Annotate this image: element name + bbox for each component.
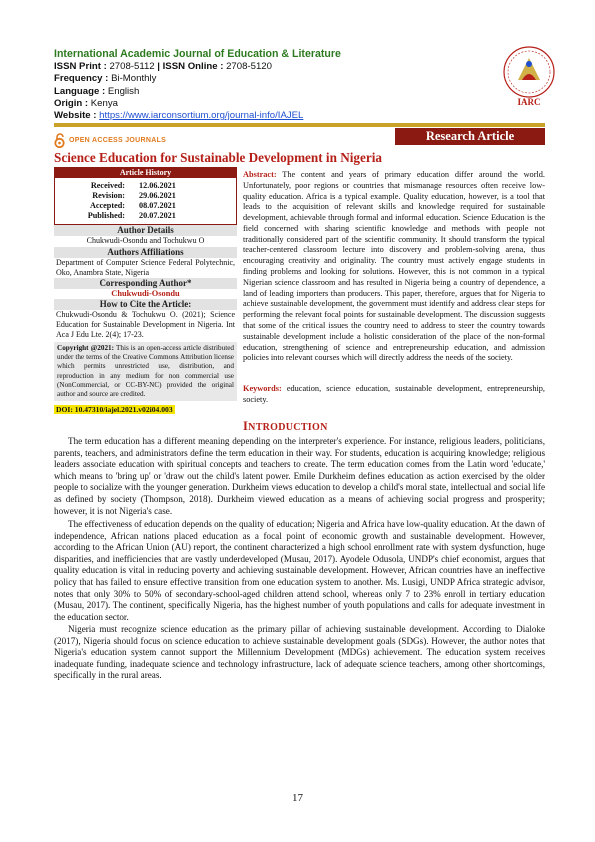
section-heading-initial: I: [243, 419, 249, 433]
section-heading-introduction: [243, 419, 328, 434]
abstract-label: Abstract:: [243, 170, 277, 179]
body-paragraph: Nigeria must recognize science education as the primary pillar of achieving sustainable development. According to Dialoke (2017), Nigeria should focus on science education to achieve sustainable development goals (SDGs). However, the author notes that Nigeria's education system cannot support the Millennium Development (MDGs) achievement. The education system receives inadequate funding, inadequate science and technology infrastructure, lack of adequate science teachers, among other shortcomings, specifically in the rural areas.: [54, 624, 545, 681]
frequency-value: Bi-Monthly: [111, 73, 157, 85]
open-access-text: OPEN ACCESS JOURNALS: [69, 136, 167, 144]
keywords-label: Keywords:: [243, 384, 282, 393]
date-label: Received:: [90, 181, 125, 190]
copyright-text: This is an open-access article distributed under the terms of the Creative Commons Attribution license which permits unrestricted use, distribution, and reproduction in any medium for non commercial use (NonCommercial, or CC-BY-NC) provided the original author and source are credited.: [57, 344, 234, 399]
date-value: 20.07.2021: [139, 211, 176, 220]
language-value: English: [107, 85, 140, 97]
origin-row: [54, 98, 474, 110]
page-number: 17: [292, 792, 303, 804]
article-type-badge: Research Article: [395, 128, 545, 145]
date-label: Revision:: [92, 191, 125, 200]
issn-online-label: | ISSN Online :: [157, 61, 224, 73]
origin-label: Origin :: [54, 97, 89, 109]
issn-print: 2708-5112: [109, 61, 155, 73]
article-info-sidebar: [54, 167, 237, 414]
language-row: [54, 86, 474, 98]
date-value: 29.06.2021: [139, 191, 176, 200]
affiliations-heading: Authors Affiliations: [54, 247, 237, 258]
date-row-published: [55, 211, 236, 221]
copyright-label: Copyright @2021:: [57, 344, 115, 352]
journal-name: International Academic Journal of Education & Literature: [54, 48, 341, 60]
issn-online: 2708-5120: [226, 61, 272, 73]
issn-print-label: ISSN Print :: [54, 61, 107, 73]
keywords: [243, 384, 545, 405]
date-value: 08.07.2021: [139, 201, 176, 210]
corresponding-author-name: Chukwudi-Osondu: [111, 289, 180, 298]
citation-heading: How to Cite the Article:: [54, 299, 237, 310]
website-label: Website :: [54, 110, 97, 122]
origin-value: Kenya: [90, 97, 118, 109]
open-access-icon: [54, 133, 65, 148]
body-paragraph: The term education has a different meaning depending on the interpreter's experience. For instance, religious leaders, politicians, parents, teachers, and administrators define the term education in their way. For students, education is acquiring knowledge; religious leaders associate education with spiritual concepts and teachers to create. The term education comes from the Latin word 'educate,' which means to 'bring up' or 'draw out the child's latent power. Emile Durkheim defines education as action exercised by the older people to socialize with the younger generation. Durkheim views education to develop a child's moral state, intellectual and social life as defined by society (Thompson, 2018). Durkheim viewed education as a means of achieving social progress and prosperity; however, it is not Nigeria's case.: [54, 436, 545, 516]
author-names: Chukwudi-Osondu and Tochukwu O: [86, 236, 205, 245]
date-row-received: [55, 181, 236, 191]
language-label: Language :: [54, 85, 106, 97]
abstract: [243, 170, 545, 364]
website-link[interactable]: https://www.iarconsortium.org/journal-info/IAJEL: [99, 110, 304, 122]
article-history-heading: Article History: [54, 167, 237, 178]
frequency-label: Frequency :: [54, 73, 109, 85]
author-details-heading: Author Details: [54, 225, 237, 236]
header-rule: [54, 123, 545, 127]
iarc-logo-text: IARC: [517, 97, 541, 107]
date-row-accepted: [55, 201, 236, 211]
date-label: Published:: [87, 211, 125, 220]
iarc-logo-icon: [498, 44, 560, 108]
date-label: Accepted:: [89, 201, 125, 210]
abstract-text: The content and years of primary education differ around the world. Unfortunately, poor regions or countries that mismanage resources often receive low-quality education. Africa is a typical example. Quality education, however, is a tool that leads to the acquisition of relevant skills and knowledge required for sustainable development, achievable through formal and informal education. Science Education is the field concerned with sharing scientific knowledge and methods with people not traditionally considered part of the scientific community. It should transform the typical teacher-centered classroom lecture into discovery and problem-solving arena, thus encouraging creativity and originality. The country must actively engage students in finding problems and looking for solutions. However, this is not common in a typical Nigerian science classroom and has resulted in Nigeria being a country of dependence, a land of leading importers than producers. This paper, therefore, argues that for Nigeria to achieve sustainable development, the government must identify and address clear steps for performing the relevant focal points for sustainable development. The discussion suggests that some of the critical issues the country need to address to steer the country towards sustainable development include a holistic consideration of the place of the non-formal education, strengthening of science and entrepreneurship education, and admission policies into relevant courses which will directly address the needs of the society.: [243, 170, 545, 363]
issn-row: [54, 61, 474, 73]
article-history-dates: [54, 178, 237, 225]
date-value: 12.06.2021: [139, 181, 176, 190]
date-row-revision: [55, 191, 236, 201]
keywords-text: education, science education, sustainable development, entrepreneurship, society.: [243, 384, 545, 404]
frequency-row: [54, 73, 474, 85]
open-access-label: [54, 132, 166, 148]
corresponding-author-heading: Corresponding Author*: [54, 278, 237, 289]
section-heading-rest: NTRODUCTION: [248, 422, 328, 433]
website-row: [54, 110, 474, 122]
doi-link[interactable]: DOI: 10.47310/iajel.2021.v02i04.003: [56, 405, 173, 415]
journal-header: [54, 48, 474, 122]
body-paragraph: The effectiveness of education depends on the quality of education; Nigeria and Africa have low-quality education. At the dawn of independence, African nations placed education as a focal point of economic growth and sustainable development. However, according to the African Union (AU) report, the continent characterized a high school enrollment rate with system dysfunction, huge disparities, and inefficiencies that are vastly underdeveloped (Musau, 2017). Ayodele Odusola, UNDP's chief economist, argues that quality education is vital in reducing poverty and achieving sustainable development. However, African countries have an ineffective policy that has failed to ensure effective transition from one education system to another. Ms. Lusigi, UNDP Africa strategic advisor, notes that only 30% to 50% of secondary-school-aged children attend school, whereas only 7 to 23% enroll in tertiary education (Musau, 2017). The continent, specifically Nigeria, has the highest number of youth populations and calls for adequate investment in the education sector.: [54, 519, 545, 622]
copyright-notice: [54, 342, 237, 401]
article-title: Science Education for Sustainable Development in Nigeria: [54, 150, 382, 165]
affiliation-text: Department of Computer Science Federal Polytechnic, Oko, Anambra State, Nigeria: [56, 258, 235, 277]
citation-text: Chukwudi-Osondu & Tochukwu O. (2021); Science Education for Sustainable Development in Nigeria. Int Aca J Edu Lte. 2(4); 17-23.: [56, 310, 235, 339]
